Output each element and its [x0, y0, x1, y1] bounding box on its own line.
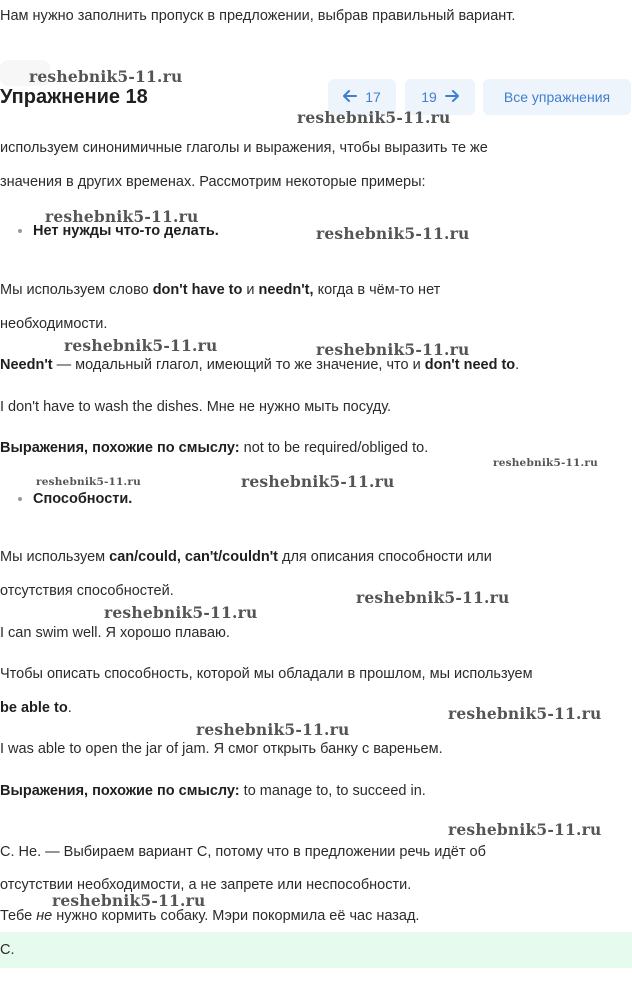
bold-term: be able to	[0, 700, 68, 716]
watermark-text: reshebnik5-11.ru	[356, 588, 510, 607]
bold-term: Needn't	[0, 357, 53, 373]
bullet-text: Способности.	[33, 491, 133, 507]
intro-line-1: используем синонимичные глаголы и выражения, чтобы выразить те же	[0, 140, 488, 156]
similar-text: to manage to, to succeed in.	[239, 783, 426, 799]
answer-box	[0, 932, 632, 968]
text-segment: .	[515, 357, 520, 373]
bullet-dot	[18, 229, 22, 233]
similar-label: Выражения, похожие по смыслу:	[0, 783, 240, 799]
completed-sentence	[0, 908, 419, 924]
text-segment: .	[67, 700, 72, 716]
next-exercise-label: 19	[421, 89, 437, 105]
paragraph-can-could	[0, 549, 492, 565]
answer-explanation-line-1: C. He. — Выбираем вариант C, потому что в предложении речь идёт об	[0, 844, 486, 860]
watermark-text: reshebnik5-11.ru	[45, 207, 199, 226]
page-title: Упражнение 18	[0, 86, 148, 108]
example-sentence-1: I don't have to wash the dishes. Мне не нужно мыть посуду.	[0, 399, 392, 415]
similar-expressions-1	[0, 440, 428, 456]
italic-term: не	[36, 908, 53, 924]
text-segment: — модальный глагол, имеющий то же значение, что и	[52, 357, 425, 373]
bullet-dot	[18, 497, 22, 501]
watermark-text: reshebnik5-11.ru	[52, 891, 206, 910]
arrow-right-icon	[445, 89, 459, 105]
paragraph-dont-have-to	[0, 282, 440, 298]
text-segment: и	[242, 282, 259, 298]
similar-text: not to be required/obliged to.	[239, 440, 429, 456]
watermark-text: reshebnik5-11.ru	[36, 476, 141, 488]
paragraph-line: необходимости.	[0, 316, 108, 332]
watermark-text: reshebnik5-11.ru	[448, 704, 602, 723]
text-segment: Мы используем	[0, 549, 110, 565]
watermark-text: reshebnik5-11.ru	[448, 820, 602, 839]
prev-exercise-label: 17	[365, 89, 381, 105]
answer-text: C.	[0, 942, 15, 958]
answer-explanation-line-2: отсутствии необходимости, а не запрете или неспособности.	[0, 877, 412, 893]
watermark-text: reshebnik5-11.ru	[196, 720, 350, 739]
all-exercises-button[interactable]	[483, 79, 631, 115]
paragraph-neednt	[0, 357, 519, 373]
watermark-text: reshebnik5-11.ru	[297, 108, 451, 127]
similar-expressions-2	[0, 783, 426, 799]
text-segment: когда в чём-то нет	[313, 282, 441, 298]
paragraph-line: отсутствия способностей.	[0, 583, 174, 599]
paragraph-past-ability: Чтобы описать способность, которой мы обладали в прошлом, мы используем	[0, 666, 533, 682]
watermark-text: reshebnik5-11.ru	[104, 603, 258, 622]
text-segment: для описания способности или	[277, 549, 492, 565]
watermark-text: reshebnik5-11.ru	[64, 336, 218, 355]
text-segment: нужно кормить собаку. Мэри покормила её час назад.	[52, 908, 420, 924]
watermark-text: reshebnik5-11.ru	[241, 472, 395, 491]
arrow-left-icon	[343, 89, 357, 105]
bold-term: don't need to	[424, 357, 516, 373]
bold-term: needn't,	[258, 282, 314, 298]
bold-term: don't have to	[152, 282, 243, 298]
bullet-text: Нет нужды что-то делать.	[33, 223, 219, 239]
bold-term: can/could, can't/couldn't	[109, 549, 278, 565]
watermark-text: reshebnik5-11.ru	[29, 67, 183, 86]
watermark-text: reshebnik5-11.ru	[493, 457, 598, 469]
intro-line-2: значения в других временах. Рассмотрим некоторые примеры:	[0, 174, 426, 190]
text-segment: Мы используем слово	[0, 282, 153, 298]
watermark-text: reshebnik5-11.ru	[316, 340, 470, 359]
instruction-text: Нам нужно заполнить пропуск в предложении, выбрав правильный вариант.	[0, 8, 516, 24]
text-segment: Тебе	[0, 908, 37, 924]
example-sentence-2: I can swim well. Я хорошо плаваю.	[0, 625, 230, 641]
similar-label: Выражения, похожие по смыслу:	[0, 440, 240, 456]
all-exercises-label: Все упражнения	[503, 89, 611, 105]
bullet-item-ability	[18, 491, 132, 507]
watermark-text: reshebnik5-11.ru	[316, 224, 470, 243]
example-sentence-3: I was able to open the jar of jam. Я смог открыть банку с вареньем.	[0, 741, 443, 757]
paragraph-be-able-to	[0, 700, 72, 716]
